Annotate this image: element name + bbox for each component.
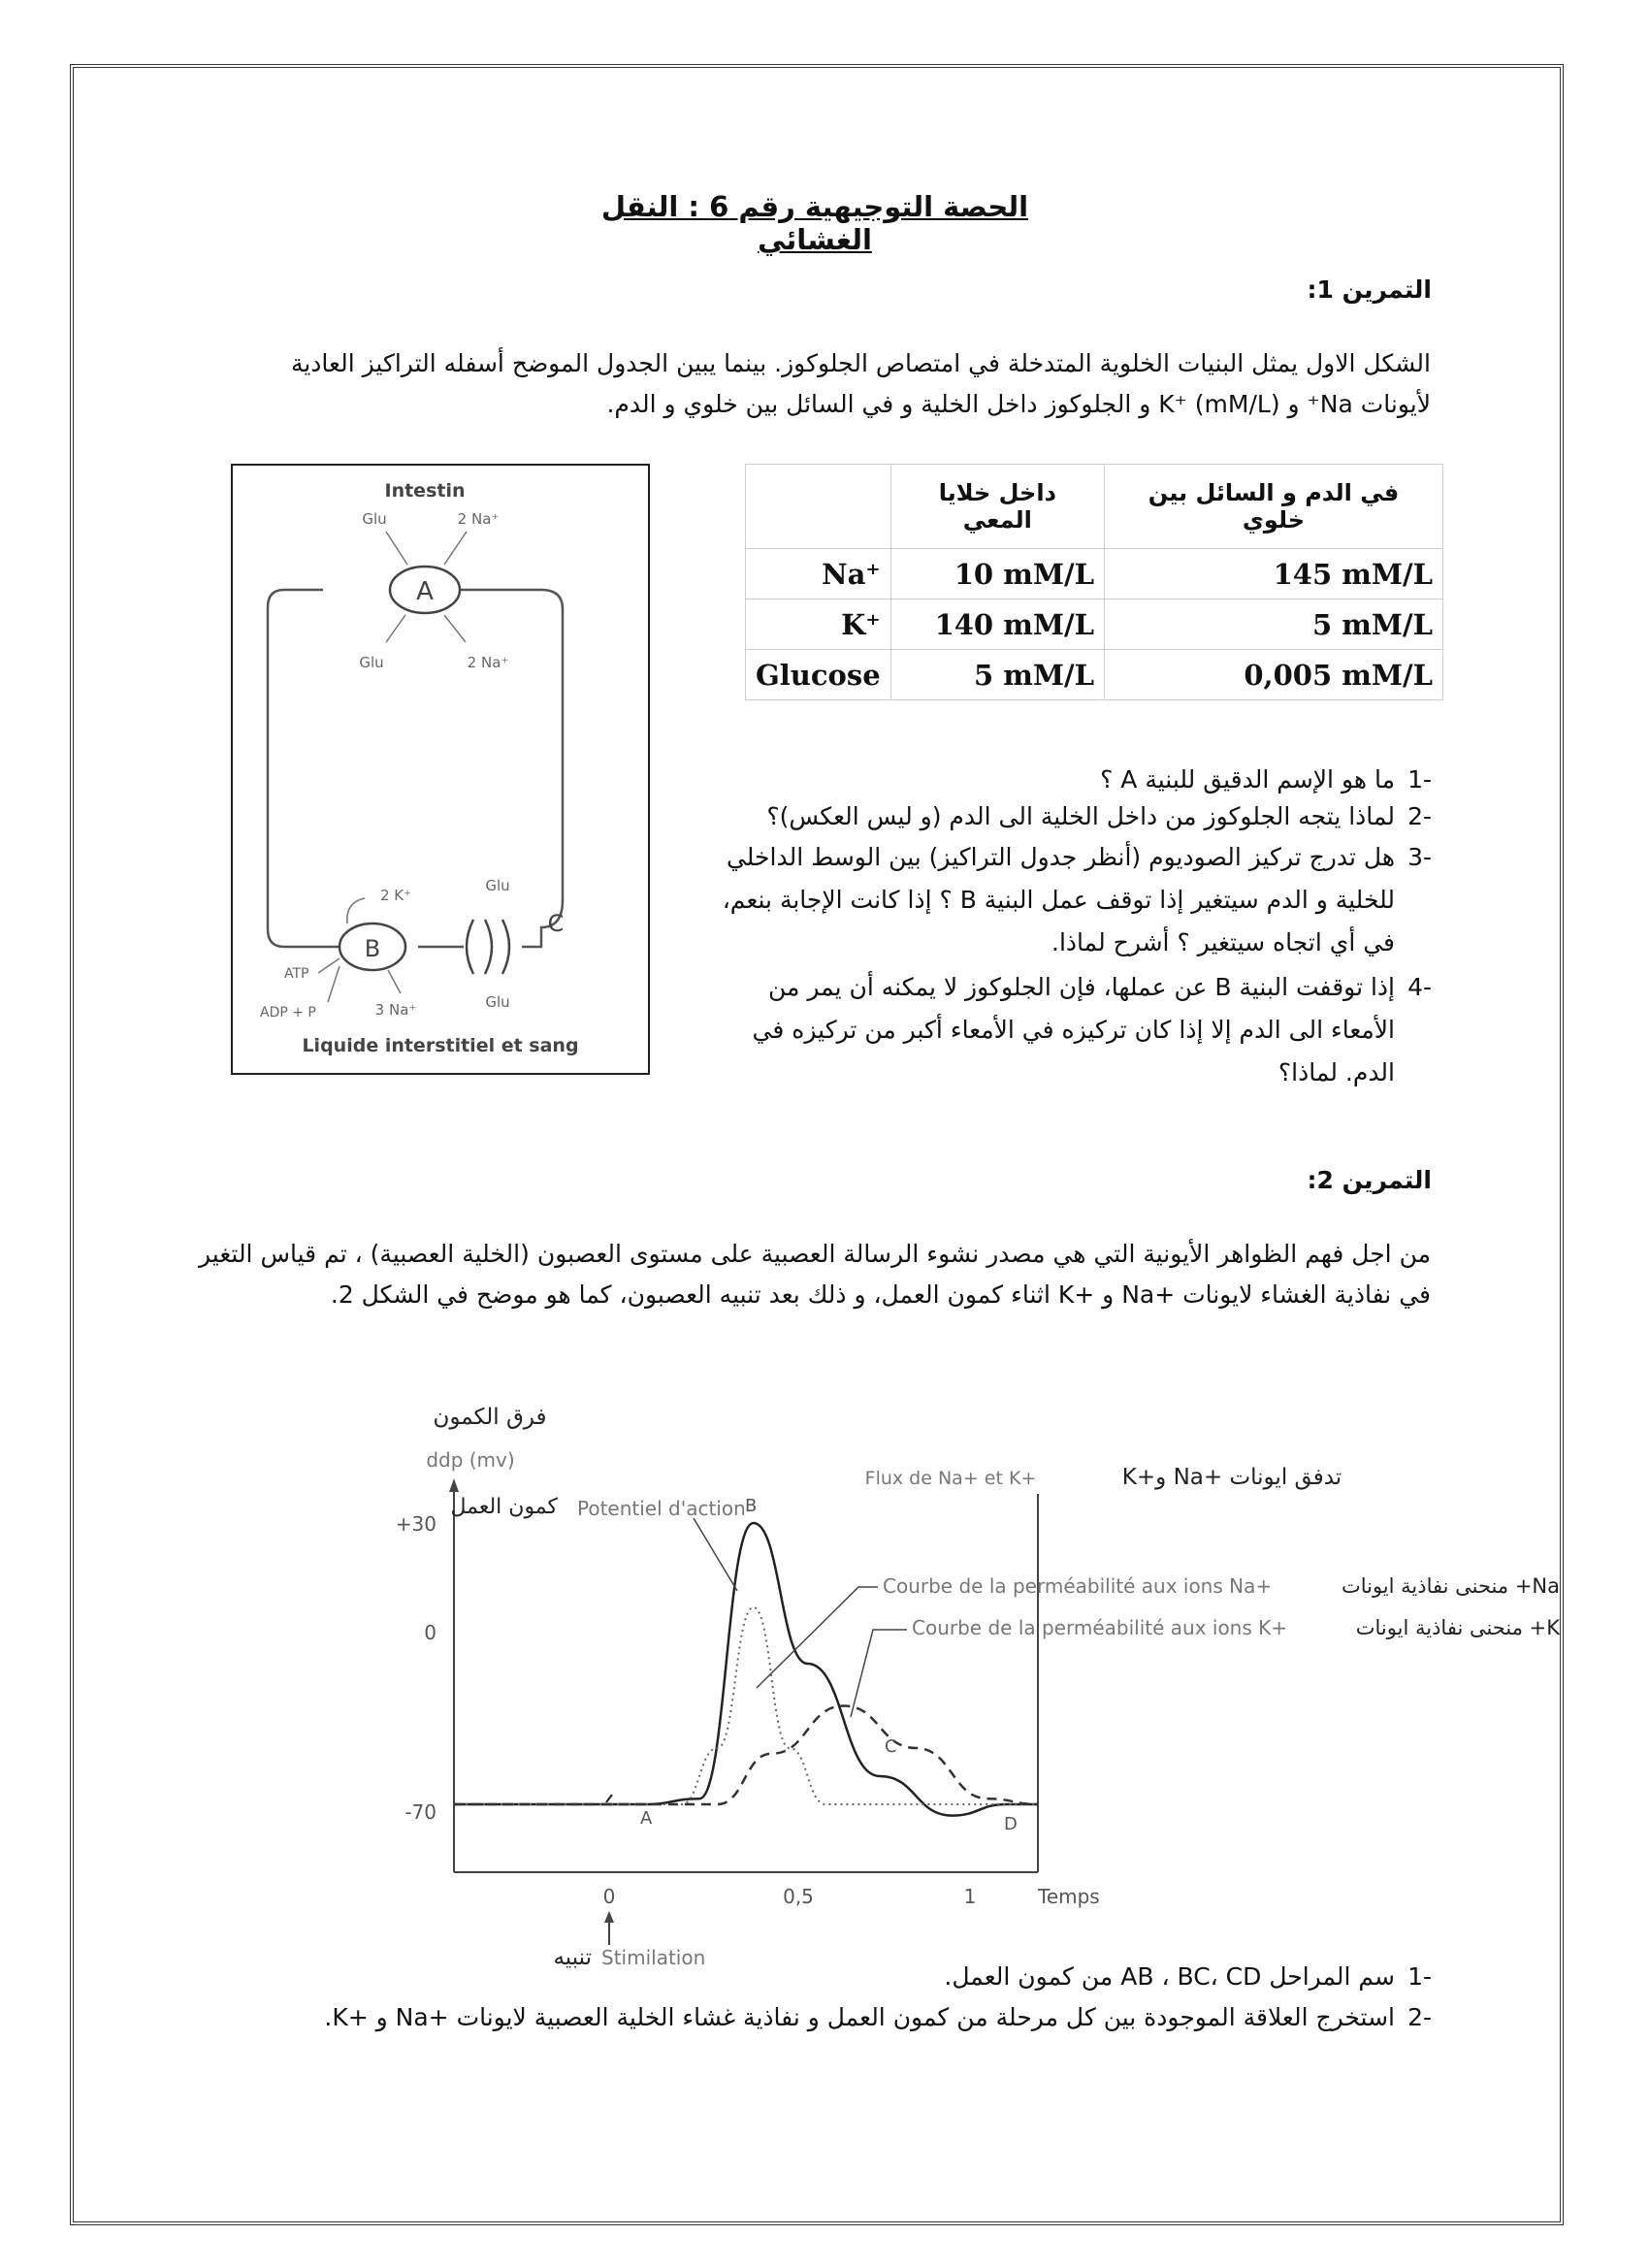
- left-axis-arrow: [449, 1478, 459, 1492]
- page-title: الحصة التوجيهية رقم 6 : النقل الغشائي: [600, 190, 1029, 256]
- x-axis-label: Temps: [1038, 1885, 1100, 1908]
- pump-b-label: B: [364, 935, 381, 962]
- question-text: ما هو الإسم الدقيق للبنية A ؟: [1100, 765, 1395, 794]
- y-axis-label-ar: فرق الكمون: [433, 1405, 547, 1430]
- question-number: -1: [1407, 1962, 1432, 1991]
- na-curve-label-fr: Courbe de la perméabilité aux ions Na+: [883, 1574, 1273, 1598]
- cell-k-outside: 5 mM/L: [1104, 599, 1442, 650]
- cell-k-inside: 140 mM/L: [890, 599, 1104, 650]
- exercise-1-question-1: [714, 761, 1432, 799]
- question-text: هل تدرج تركيز الصوديوم (أنظر جدول التراكيز) بين الوسط الداخلي للخلية و الدم سيتغير إذا توقف عمل البنية B ؟ إذا كانت الإجابة بنعم، في أي اتجاه سيتغير ؟ أشرح لماذا.: [722, 843, 1395, 956]
- cell-na-outside: 145 mM/L: [1104, 549, 1442, 599]
- question-text: استخرج العلاقة الموجودة بين كل مرحلة من كمون العمل و نفاذية غشاء الخلية العصبية لايونات +Na و +K.: [324, 2003, 1395, 2031]
- exercise-2-intro: من اجل فهم الظواهر الأيونية التي هي مصدر نشوء الرسالة العصبية على مستوى العصبون (الخلية العصبية) ، تم قياس التغير في نفاذية الغشاء لايونات +Na و +K اثناء كمون العمل، و ذلك بعد تنبيه العصبون، كما هو موضح في الشكل 2.: [199, 1240, 1431, 1309]
- k-curve-pointer: [851, 1630, 907, 1717]
- figure-2-action-potential-graph: [369, 1397, 1571, 1979]
- label-2na-inside: 2 Na⁺: [467, 654, 509, 671]
- k-curve-label-fr: Courbe de la perméabilité aux ions K+: [912, 1616, 1288, 1639]
- table-header-inside: داخل خلايا المعي: [890, 465, 1104, 549]
- ap-pointer: [694, 1518, 737, 1591]
- figure-1-cell-diagram: [231, 464, 650, 1075]
- table-header-outside: في الدم و السائل بين خلوي: [1104, 465, 1442, 549]
- question-number: -3: [1407, 843, 1432, 871]
- label-adp: ADP + P: [260, 1005, 316, 1021]
- question-number: -2: [1407, 802, 1432, 830]
- k-curve-label-ar: منحنى نفاذية ايونات +K: [1355, 1616, 1560, 1639]
- x-tick-label: 0: [602, 1885, 616, 1908]
- stimulation-artifact: [606, 1795, 612, 1802]
- cell-glucose-ion: Glucose: [746, 650, 891, 700]
- question-text: لماذا يتجه الجلوكوز من داخل الخلية الى الدم (و ليس العكس)؟: [766, 802, 1395, 830]
- exercise-1-intro-line2: لأيونات Na⁺ و K⁺ (mM/L) و الجلوكوز داخل الخلية و في السائل بين خلوي و الدم.: [606, 390, 1431, 418]
- y-tick-label: +30: [395, 1512, 436, 1536]
- cell-na-ion: Na⁺: [746, 549, 891, 599]
- y-axis-label-fr: ddp (mv): [426, 1448, 515, 1472]
- label-glu-c-top: Glu: [485, 877, 510, 894]
- right-axis-label-fr: Flux de Na+ et K+: [864, 1468, 1037, 1489]
- channel-c-label: C: [547, 910, 565, 937]
- na-curve-label-ar: منحنى نفاذية ايونات +Na: [1341, 1574, 1560, 1598]
- exercise-2-question-2: [229, 1998, 1432, 2037]
- stimulation-arrow-head: [604, 1911, 614, 1923]
- exercise-1-intro: [199, 343, 1431, 425]
- exercise-2-heading: التمرين 2:: [1307, 1166, 1432, 1194]
- na-curve-pointer: [757, 1587, 878, 1688]
- table-row: [746, 549, 1443, 599]
- point-label-c: C: [885, 1736, 897, 1757]
- question-text: إذا توقفت البنية B عن عملها، فإن الجلوكوز لا يمكنه أن يمر من الأمعاء الى الدم إلا إذا كان تركيزه في الأمعاء أكبر من تركيزه في الدم. لماذا؟: [752, 973, 1395, 1086]
- exercise-1-question-3: [714, 836, 1432, 964]
- question-number: -1: [1407, 765, 1432, 794]
- exercise-1-heading: التمرين 1:: [1307, 275, 1432, 304]
- stimulation-label-fr: Stimilation: [601, 1946, 706, 1969]
- y-tick-label: -70: [404, 1800, 436, 1824]
- label-glu-c-bottom: Glu: [485, 993, 510, 1011]
- cell-glucose-outside: 0,005 mM/L: [1104, 650, 1442, 700]
- x-tick-label: 1: [963, 1885, 977, 1908]
- exercise-1-intro-line1: الشكل الاول يمثل البنيات الخلوية المتدخلة في امتصاص الجلوكوز. بينما يبين الجدول الموضح أسفله التراكيز العادية: [290, 349, 1431, 377]
- y-ticks: [396, 1512, 436, 1824]
- cell-na-inside: 10 mM/L: [890, 549, 1104, 599]
- ap-label-fr: Potentiel d'action: [577, 1497, 746, 1520]
- point-label-d: D: [1004, 1814, 1018, 1834]
- label-2na-top: 2 Na⁺: [457, 510, 500, 528]
- question-text: سم المراحل AB ، BC، CD من كمون العمل.: [944, 1962, 1395, 1991]
- label-glu-inside: Glu: [359, 654, 384, 671]
- label-atp: ATP: [284, 966, 309, 982]
- label-2k: 2 K⁺: [379, 887, 412, 904]
- concentration-table: [745, 464, 1443, 700]
- exercise-2-question-1: [229, 1958, 1432, 1996]
- y-tick-label: 0: [424, 1621, 436, 1644]
- question-number: -2: [1407, 2003, 1432, 2031]
- x-tick-label: 0,5: [783, 1885, 814, 1908]
- figure-1-bottom-label: Liquide interstitiel et sang: [302, 1035, 579, 1056]
- table-row: [746, 599, 1443, 650]
- exercise-1-question-4: [714, 966, 1432, 1094]
- right-axis-label-ar: تدفق ايونات +Na و+K: [1121, 1465, 1342, 1490]
- ap-label-ar: كمون العمل: [450, 1495, 558, 1519]
- table-row: [746, 650, 1443, 700]
- figure-1-border: [232, 465, 649, 1074]
- table-header-row: [746, 465, 1443, 549]
- label-3na: 3 Na⁺: [374, 1001, 417, 1019]
- point-label-b: B: [745, 1496, 758, 1516]
- table-header-ion: [746, 465, 891, 549]
- transporter-a-label: A: [416, 577, 434, 606]
- cell-k-ion: K⁺: [746, 599, 891, 650]
- stimulation-label-ar: تنبيه: [553, 1945, 592, 1970]
- exercise-1-question-2: [714, 797, 1432, 836]
- question-number: -4: [1407, 973, 1432, 1001]
- label-glu-top: Glu: [362, 510, 387, 528]
- point-label-a: A: [640, 1808, 653, 1829]
- figure-1-top-label: Intestin: [384, 480, 466, 502]
- cell-glucose-inside: 5 mM/L: [890, 650, 1104, 700]
- series-line-k-permeability: [454, 1706, 1038, 1805]
